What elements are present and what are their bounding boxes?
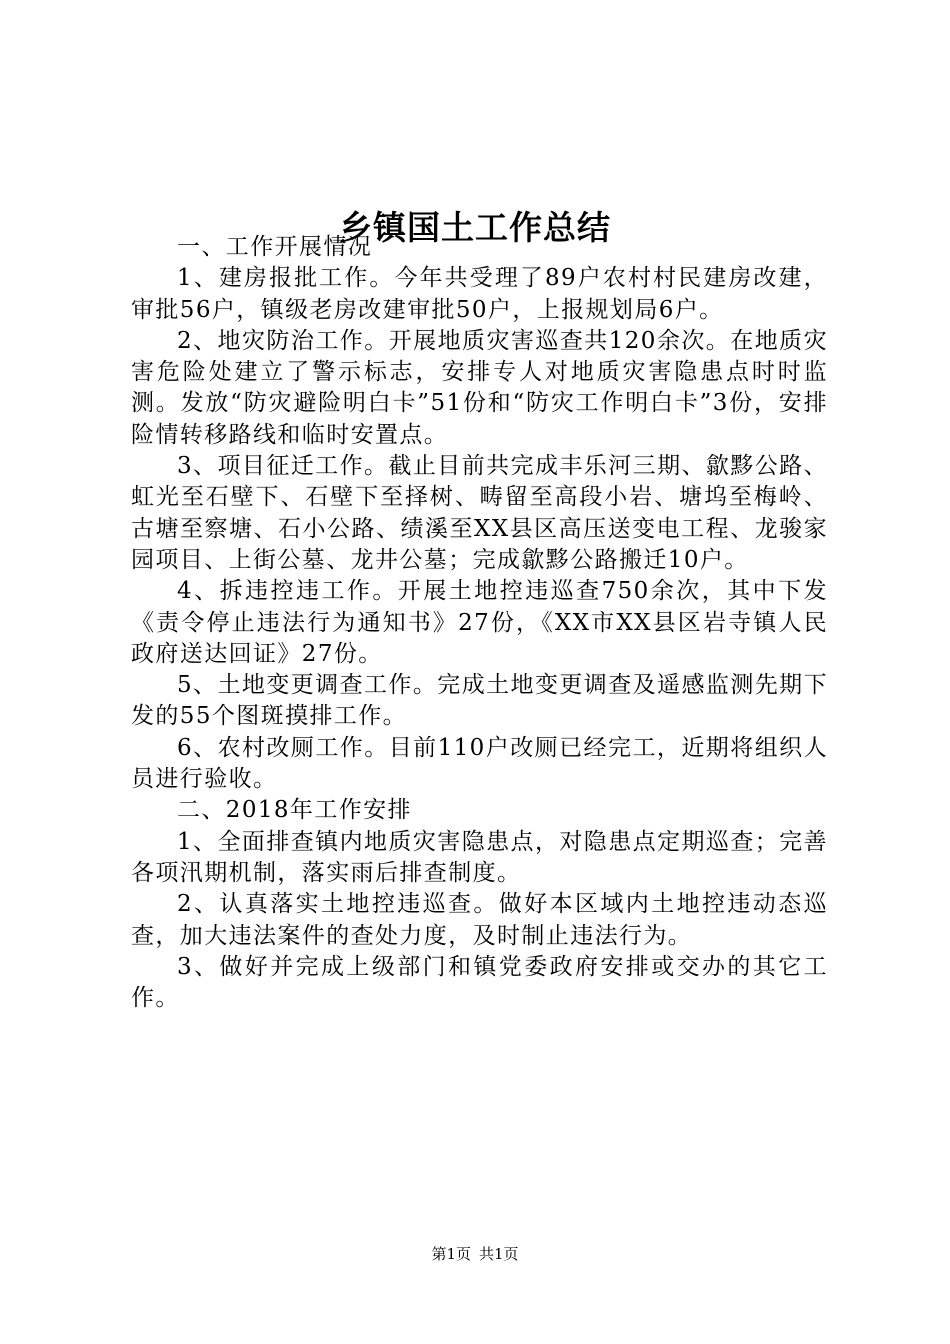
paragraph-plan-land-patrol: 2、认真落实土地控违巡查。做好本区域内土地控违动态巡查，加大违法案件的查处力度，及时制止违法行为。	[131, 891, 828, 949]
paragraph-plan-other-tasks: 3、做好并完成上级部门和镇党委政府安排或交办的其它工作。	[131, 953, 828, 1012]
page-footer	[0, 1244, 950, 1264]
paragraph-land-survey: 5、土地变更调查工作。完成土地变更调查及遥感监测先期下发的55个图斑摸排工作。	[131, 672, 828, 730]
page-number-total: 共1页	[479, 1245, 519, 1263]
paragraph-housing-approval: 1、建房报批工作。今年共受理了89户农村村民建房改建，审批56户，镇级老房改建审批50户，上报规划局6户。	[131, 265, 828, 323]
paragraph-toilet-renovation: 6、农村改厕工作。目前110户改厕已经完工，近期将组织人员进行验收。	[131, 734, 828, 793]
section-heading-work-plan: 二、2018年工作安排	[177, 797, 412, 824]
paragraph-plan-hazard-inspection: 1、全面排查镇内地质灾害隐患点，对隐患点定期巡查；完善各项汛期机制，落实雨后排查制度。	[131, 828, 828, 886]
paragraph-project-relocation: 3、项目征迁工作。截止目前共完成丰乐河三期、歙黟公路、虹光至石壁下、石壁下至择树、畴留至高段小岩、塘坞至梅岭、古塘至察塘、石小公路、绩溪至XX县区高压送变电工程、龙骏家园项目、上街公墓、龙井公墓；完成歙黟公路搬迁10户。	[131, 453, 828, 573]
paragraph-illegal-construction: 4、拆违控违工作。开展土地控违巡查750余次，其中下发《责令停止违法行为通知书》27份，《XX市XX县区岩寺镇人民政府送达回证》27份。	[131, 578, 828, 667]
page-title: 乡镇国土工作总结	[339, 208, 611, 248]
section-heading-work-status: 一、工作开展情况	[177, 234, 373, 260]
paragraph-disaster-prevention: 2、地灾防治工作。开展地质灾害巡查共120余次。在地质灾害危险处建立了警示标志，安排专人对地质灾害隐患点时时监测。发放“防灾避险明白卡”51份和“防灾工作明白卡”3份，安排险情转移路线和临时安置点。	[131, 327, 828, 448]
document-body	[131, 232, 828, 1014]
page-number-current: 第1页	[431, 1245, 471, 1263]
